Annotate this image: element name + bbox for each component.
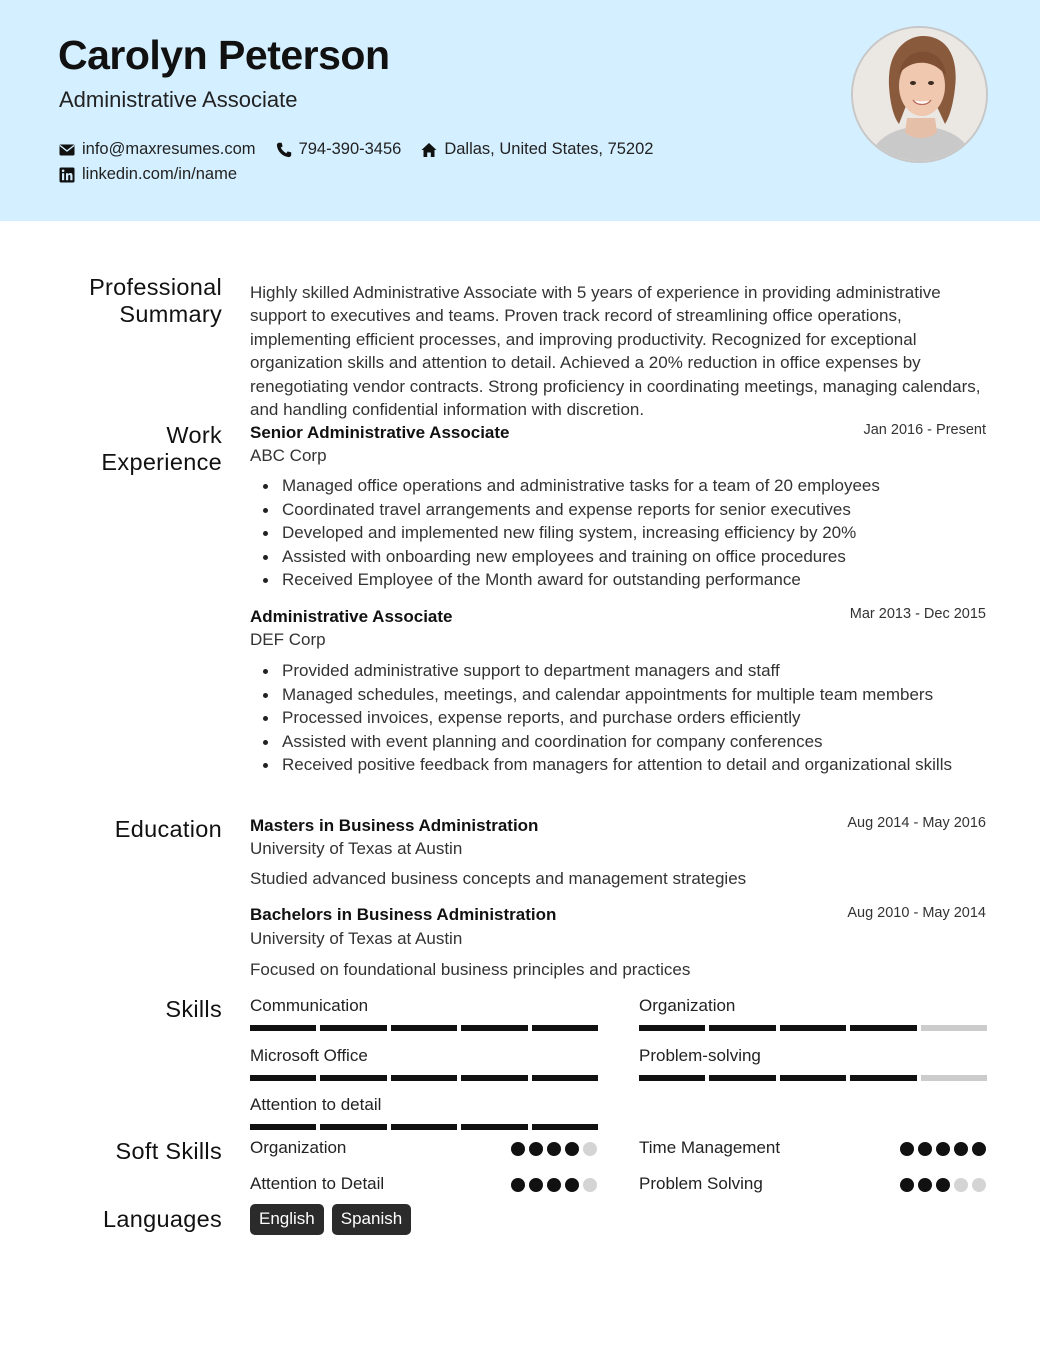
skill-bar-segment xyxy=(921,1025,987,1031)
home-icon xyxy=(421,142,437,158)
rating-dot xyxy=(972,1178,986,1192)
rating-dot xyxy=(529,1178,543,1192)
contact-row-2 xyxy=(59,165,257,184)
skill-bar-segment xyxy=(391,1075,457,1081)
soft-skill-name: Organization xyxy=(250,1138,347,1157)
skill-bar-segment xyxy=(461,1075,527,1081)
rating-dot xyxy=(511,1178,525,1192)
soft-skill-rating xyxy=(511,1142,597,1156)
degree-date: Aug 2010 - May 2014 xyxy=(847,905,986,921)
skill-level-bar xyxy=(639,1025,987,1031)
bullet-item: Coordinated travel arrangements and expense reports for senior executives xyxy=(282,498,982,522)
candidate-title: Administrative Associate xyxy=(59,87,298,112)
rating-dot xyxy=(547,1178,561,1192)
skill-name: Problem-solving xyxy=(639,1046,761,1065)
rating-dot xyxy=(954,1142,968,1156)
contact-phone[interactable] xyxy=(276,140,402,159)
soft-skill-rating xyxy=(900,1178,986,1192)
language-badge: Spanish xyxy=(332,1204,411,1235)
skill-name: Attention to detail xyxy=(250,1095,382,1114)
section-label-line: Experience xyxy=(101,449,222,475)
skill-bar-segment xyxy=(709,1075,775,1081)
degree-title: Masters in Business Administration xyxy=(250,816,539,835)
skill-bar-segment xyxy=(250,1124,316,1130)
degree-description: Studied advanced business concepts and management strategies xyxy=(250,869,747,888)
job-date: Jan 2016 - Present xyxy=(863,422,986,438)
skill-bar-segment xyxy=(639,1025,705,1031)
linkedin-icon xyxy=(59,167,75,183)
soft-skill-name: Attention to Detail xyxy=(250,1174,385,1193)
bullet-item: Provided administrative support to department managers and staff xyxy=(282,659,982,683)
job-company: ABC Corp xyxy=(250,446,327,465)
degree-title: Bachelors in Business Administration xyxy=(250,905,557,924)
skill-bar-segment xyxy=(709,1025,775,1031)
skill-bar-segment xyxy=(780,1075,846,1081)
rating-dot xyxy=(565,1178,579,1192)
skill-name: Microsoft Office xyxy=(250,1046,368,1065)
languages-list xyxy=(250,1204,411,1235)
contact-row xyxy=(59,140,673,159)
degree-description: Focused on foundational business principles and practices xyxy=(250,960,691,979)
skill-bar-segment xyxy=(461,1025,527,1031)
location-text: Dallas, United States, 75202 xyxy=(444,140,654,158)
skill-bar-segment xyxy=(532,1075,598,1081)
bullet-item: Assisted with event planning and coordination for company conferences xyxy=(282,730,982,754)
section-label-work xyxy=(101,422,222,476)
resume-header xyxy=(0,0,1040,221)
job-bullets xyxy=(282,474,982,592)
rating-dot xyxy=(954,1178,968,1192)
envelope-icon xyxy=(59,142,75,158)
skill-level-bar xyxy=(250,1025,598,1031)
skill-level-bar xyxy=(639,1075,987,1081)
job-bullets xyxy=(282,659,982,777)
rating-dot xyxy=(547,1142,561,1156)
skill-bar-segment xyxy=(320,1075,386,1081)
rating-dot xyxy=(583,1178,597,1192)
section-label-soft-skills: Soft Skills xyxy=(115,1138,222,1164)
phone-text: 794-390-3456 xyxy=(298,140,402,158)
contact-linkedin[interactable] xyxy=(59,165,237,184)
skill-bar-segment xyxy=(391,1124,457,1130)
job-title: Senior Administrative Associate xyxy=(250,423,510,442)
skill-bar-segment xyxy=(391,1025,457,1031)
rating-dot xyxy=(972,1142,986,1156)
section-label-line: Professional xyxy=(89,274,222,300)
skill-bar-segment xyxy=(250,1025,316,1031)
rating-dot xyxy=(583,1142,597,1156)
linkedin-text: linkedin.com/in/name xyxy=(82,165,237,183)
degree-date: Aug 2014 - May 2016 xyxy=(847,815,986,831)
language-badge: English xyxy=(250,1204,324,1235)
candidate-name: Carolyn Peterson xyxy=(58,32,390,78)
soft-skill-name: Time Management xyxy=(639,1138,781,1157)
skill-bar-segment xyxy=(639,1075,705,1081)
section-label-languages: Languages xyxy=(102,1206,222,1232)
rating-dot xyxy=(936,1142,950,1156)
soft-skill-rating xyxy=(511,1178,597,1192)
rating-dot xyxy=(529,1142,543,1156)
skill-bar-segment xyxy=(532,1124,598,1130)
section-label-summary xyxy=(89,274,222,328)
section-label-skills: Skills xyxy=(165,996,222,1022)
skill-bar-segment xyxy=(461,1124,527,1130)
skill-bar-segment xyxy=(850,1075,916,1081)
job-title: Administrative Associate xyxy=(250,607,453,626)
bullet-item: Received Employee of the Month award for outstanding performance xyxy=(282,568,982,592)
profile-photo xyxy=(851,26,988,163)
bullet-item: Processed invoices, expense reports, and purchase orders efficiently xyxy=(282,706,982,730)
email-text: info@maxresumes.com xyxy=(82,140,256,158)
contact-location xyxy=(421,140,653,159)
skill-level-bar xyxy=(250,1075,598,1081)
bullet-item: Received positive feedback from managers for attention to detail and organizational skills xyxy=(282,753,982,777)
school-name: University of Texas at Austin xyxy=(250,929,463,948)
school-name: University of Texas at Austin xyxy=(250,839,463,858)
bullet-item: Managed schedules, meetings, and calendar appointments for multiple team members xyxy=(282,683,982,707)
skill-bar-segment xyxy=(921,1075,987,1081)
skill-bar-segment xyxy=(320,1025,386,1031)
skill-name: Communication xyxy=(250,996,369,1015)
skill-bar-segment xyxy=(320,1124,386,1130)
skill-bar-segment xyxy=(780,1025,846,1031)
skill-bar-segment xyxy=(850,1025,916,1031)
bullet-item: Developed and implemented new filing system, increasing efficiency by 20% xyxy=(282,521,982,545)
rating-dot xyxy=(900,1142,914,1156)
rating-dot xyxy=(565,1142,579,1156)
contact-email[interactable] xyxy=(59,140,256,159)
skill-name: Organization xyxy=(639,996,736,1015)
skill-bar-segment xyxy=(250,1075,316,1081)
soft-skill-name: Problem Solving xyxy=(639,1174,763,1193)
rating-dot xyxy=(918,1178,932,1192)
section-label-line: Summary xyxy=(119,301,222,327)
job-company: DEF Corp xyxy=(250,630,326,649)
job-date: Mar 2013 - Dec 2015 xyxy=(849,606,986,622)
skill-bar-segment xyxy=(532,1025,598,1031)
section-label-line: Work xyxy=(166,422,222,448)
bullet-item: Managed office operations and administrative tasks for a team of 20 employees xyxy=(282,474,982,498)
skill-level-bar xyxy=(250,1124,598,1130)
soft-skill-rating xyxy=(900,1142,986,1156)
rating-dot xyxy=(900,1178,914,1192)
rating-dot xyxy=(936,1178,950,1192)
phone-icon xyxy=(276,142,292,158)
bullet-item: Assisted with onboarding new employees and training on office procedures xyxy=(282,545,982,569)
section-label-education: Education xyxy=(114,816,222,842)
summary-text: Highly skilled Administrative Associate with 5 years of experience in providing administrative support to executives and teams. Proven track record of streamlining office operations, implementing efficient processes, and improving productivity. Recognized for exceptional organization skills and attention to detail. Achieved a 20% reduction in office expenses by renegotiating vendor contracts. Strong proficiency in coordinating meetings, managing calendars, and handling confidential information with discretion. xyxy=(250,283,981,420)
rating-dot xyxy=(918,1142,932,1156)
rating-dot xyxy=(511,1142,525,1156)
